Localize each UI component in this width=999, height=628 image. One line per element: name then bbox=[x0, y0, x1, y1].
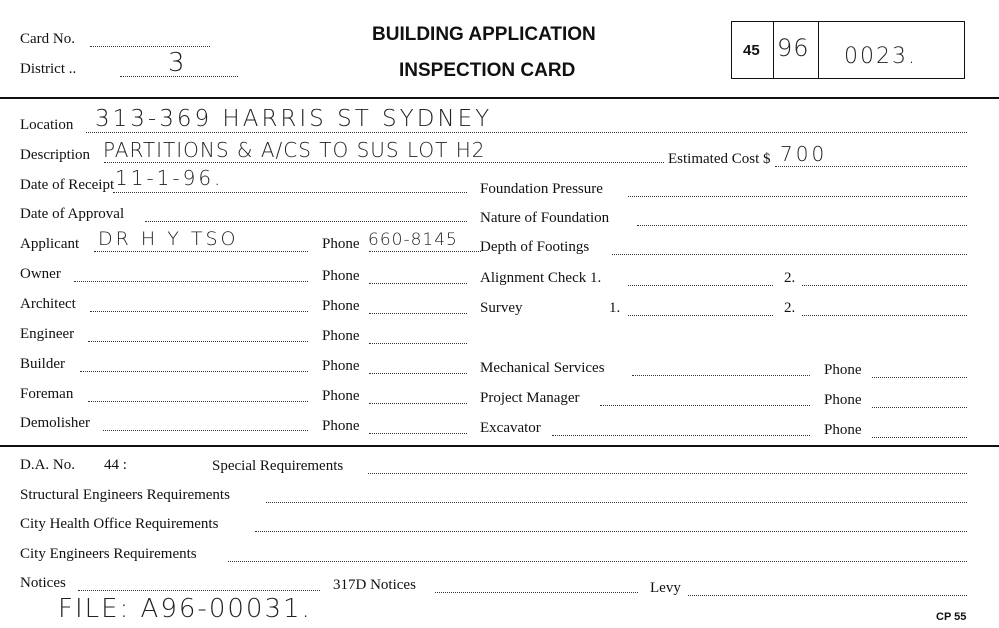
mechanical-services-phone-label: Phone bbox=[824, 362, 862, 378]
city-health-dotted-line bbox=[255, 529, 967, 532]
applicant-phone-label: Phone bbox=[322, 236, 360, 252]
district-value: 3 bbox=[168, 48, 188, 78]
location-label: Location bbox=[20, 117, 74, 133]
applicant-value: DR H Y TSO bbox=[98, 228, 239, 250]
reference-number: 0023. bbox=[844, 44, 917, 69]
district-label: District .. bbox=[20, 61, 77, 77]
foreman-phone-label: Phone bbox=[322, 388, 360, 404]
depth-of-footings-dotted-line bbox=[612, 252, 967, 255]
da-no-label: D.A. No. bbox=[20, 457, 75, 473]
date-of-approval-label: Date of Approval bbox=[20, 206, 125, 222]
owner-phone-label: Phone bbox=[322, 268, 360, 284]
form-title-line2: INSPECTION CARD bbox=[399, 60, 576, 81]
project-manager-phone-dotted-line bbox=[872, 405, 967, 408]
builder-dotted-line bbox=[80, 369, 308, 372]
survey-2-dotted-line bbox=[802, 313, 967, 316]
project-manager-label: Project Manager bbox=[480, 390, 580, 406]
structural-engineers-dotted-line bbox=[266, 500, 967, 503]
special-requirements-label: Special Requirements bbox=[212, 458, 344, 474]
depth-of-footings-label: Depth of Footings bbox=[480, 239, 590, 255]
form-code: CP 55 bbox=[936, 611, 967, 623]
mechanical-services-label: Mechanical Services bbox=[480, 360, 605, 376]
estimated-cost-value: 700 bbox=[780, 142, 828, 166]
demolisher-phone-label: Phone bbox=[322, 418, 360, 434]
notices-label: Notices bbox=[20, 575, 66, 591]
demolisher-dotted-line bbox=[103, 428, 308, 431]
architect-dotted-line bbox=[90, 309, 308, 312]
form-title-line1: BUILDING APPLICATION bbox=[372, 24, 596, 45]
nature-of-foundation-label: Nature of Foundation bbox=[480, 210, 610, 226]
project-manager-phone-label: Phone bbox=[824, 392, 862, 408]
levy-label: Levy bbox=[650, 580, 681, 596]
notices-317d-dotted-line bbox=[435, 590, 638, 593]
date-of-receipt-value: 11-1-96. bbox=[115, 166, 224, 190]
foundation-pressure-dotted-line bbox=[628, 194, 967, 197]
foreman-label: Foreman bbox=[20, 386, 74, 402]
architect-label: Architect bbox=[20, 296, 76, 312]
demolisher-phone-dotted-line bbox=[369, 431, 467, 434]
mechanical-services-phone-dotted-line bbox=[872, 375, 967, 378]
file-reference-note: FILE: A96-00031. bbox=[58, 594, 312, 624]
requirements-rule bbox=[0, 445, 999, 447]
engineer-phone-label: Phone bbox=[322, 328, 360, 344]
date-of-approval-dotted-line bbox=[145, 219, 467, 222]
excavator-label: Excavator bbox=[480, 420, 541, 436]
reference-prefix: 45 bbox=[743, 42, 760, 59]
city-engineers-requirements-label: City Engineers Requirements bbox=[20, 546, 197, 562]
date-of-receipt-label: Date of Receipt bbox=[20, 177, 115, 193]
excavator-phone-label: Phone bbox=[824, 422, 862, 438]
survey-2-label: 2. bbox=[784, 300, 796, 316]
builder-phone-label: Phone bbox=[322, 358, 360, 374]
survey-1-dotted-line bbox=[628, 313, 773, 316]
header-rule bbox=[0, 97, 999, 99]
mechanical-services-dotted-line bbox=[632, 373, 810, 376]
builder-label: Builder bbox=[20, 356, 65, 372]
demolisher-label: Demolisher bbox=[20, 415, 90, 431]
card-no-dotted-line bbox=[90, 44, 210, 47]
engineer-dotted-line bbox=[88, 339, 308, 342]
alignment-check-2-label: 2. bbox=[784, 270, 796, 286]
foundation-pressure-label: Foundation Pressure bbox=[480, 181, 603, 197]
notices-dotted-line bbox=[78, 588, 320, 591]
applicant-phone-value: 660-8145 bbox=[368, 230, 458, 250]
structural-engineers-requirements-label: Structural Engineers Requirements bbox=[20, 487, 230, 503]
reference-divider-2 bbox=[818, 22, 819, 78]
reference-year: 96 bbox=[777, 34, 810, 62]
engineer-phone-dotted-line bbox=[369, 341, 467, 344]
architect-phone-dotted-line bbox=[369, 311, 467, 314]
survey-label: Survey bbox=[480, 300, 523, 316]
owner-label: Owner bbox=[20, 266, 61, 282]
da-no-value: 44 : bbox=[104, 457, 127, 473]
card-no-label: Card No. bbox=[20, 31, 75, 47]
special-requirements-dotted-line bbox=[368, 471, 967, 474]
notices-317d-label: 317D Notices bbox=[333, 577, 416, 593]
description-label: Description bbox=[20, 147, 90, 163]
foreman-dotted-line bbox=[88, 399, 308, 402]
foreman-phone-dotted-line bbox=[369, 401, 467, 404]
description-value: PARTITIONS & A/CS TO SUS LOT H2 bbox=[103, 138, 486, 162]
location-value: 313-369 HARRIS ST SYDNEY bbox=[95, 106, 493, 132]
survey-1-label: 1. bbox=[609, 300, 621, 316]
excavator-dotted-line bbox=[552, 433, 810, 436]
applicant-label: Applicant bbox=[20, 236, 80, 252]
levy-dotted-line bbox=[688, 593, 967, 596]
builder-phone-dotted-line bbox=[369, 371, 467, 374]
city-engineers-dotted-line bbox=[228, 559, 967, 562]
alignment-check-2-dotted-line bbox=[802, 283, 967, 286]
excavator-phone-dotted-line bbox=[872, 435, 967, 438]
alignment-check-label: Alignment Check 1. bbox=[480, 270, 602, 286]
reference-divider-1 bbox=[773, 22, 774, 78]
owner-dotted-line bbox=[74, 279, 308, 282]
city-health-office-requirements-label: City Health Office Requirements bbox=[20, 516, 219, 532]
architect-phone-label: Phone bbox=[322, 298, 360, 314]
estimated-cost-label: Estimated Cost $ bbox=[668, 151, 771, 167]
project-manager-dotted-line bbox=[600, 403, 810, 406]
nature-of-foundation-dotted-line bbox=[637, 223, 967, 226]
alignment-check-1-dotted-line bbox=[628, 283, 773, 286]
date-of-receipt-dotted-line bbox=[113, 190, 467, 193]
owner-phone-dotted-line bbox=[369, 281, 467, 284]
engineer-label: Engineer bbox=[20, 326, 75, 342]
